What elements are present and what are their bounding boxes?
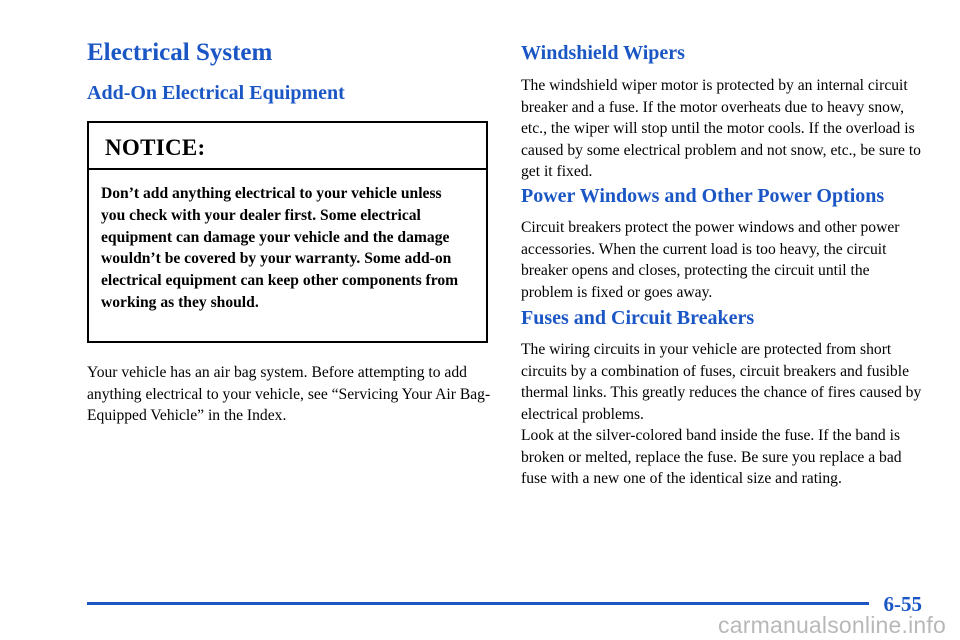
section-heading-windshield-wipers: Windshield Wipers: [521, 42, 685, 64]
watermark-text: carmanualsonline.info: [718, 612, 946, 638]
section-heading-fuses: Fuses and Circuit Breakers: [521, 307, 755, 329]
page-number: 6-55: [883, 592, 922, 616]
fuses-paragraph-2: Look at the silver-colored band inside the fuse. If the band is broken or melted, replace the fuse. Be sure you replace a bad fuse with a new one of the identical size and rating.: [521, 427, 902, 488]
fuses-paragraph-1: The wiring circuits in your vehicle are protected from short circuits by a combination of fuses, circuit breakers and fusible thermal links. This greatly reduces the chance of fires caused by electrical problems.: [521, 341, 922, 423]
windshield-wipers-paragraph: The windshield wiper motor is protected by an internal circuit breaker and a fuse. If the motor overheats due to heavy snow, etc., the wiper will stop until the motor cools. If the overload is caused by some electrical problem and not snow, etc., be sure to get it fixed.: [521, 77, 921, 181]
section-heading-power-windows: Power Windows and Other Power Options: [521, 185, 885, 207]
footer-rule: [87, 602, 869, 605]
power-windows-paragraph: Circuit breakers protect the power windows and other power accessories. When the current load is too heavy, the circuit breaker opens and closes, protecting the circuit until the problem is fixed or goes away.: [521, 219, 900, 301]
notice-label: NOTICE:: [89, 123, 486, 170]
notice-box: [87, 121, 488, 343]
air-bag-paragraph: Your vehicle has an air bag system. Before attempting to add anything electrical to your vehicle, see “Servicing Your Air Bag-Equipped Vehicle” in the Index.: [87, 364, 491, 425]
notice-text: Don’t add anything electrical to your vehicle unless you check with your dealer first. Some electrical equipment can damage your vehicle and the damage wouldn’t be covered by your warranty. Some add-on electrical equipment can keep other components from working as they should.: [101, 185, 459, 311]
section-heading-add-on-equipment: Add-On Electrical Equipment: [87, 82, 345, 104]
page-title: Electrical System: [87, 39, 273, 66]
